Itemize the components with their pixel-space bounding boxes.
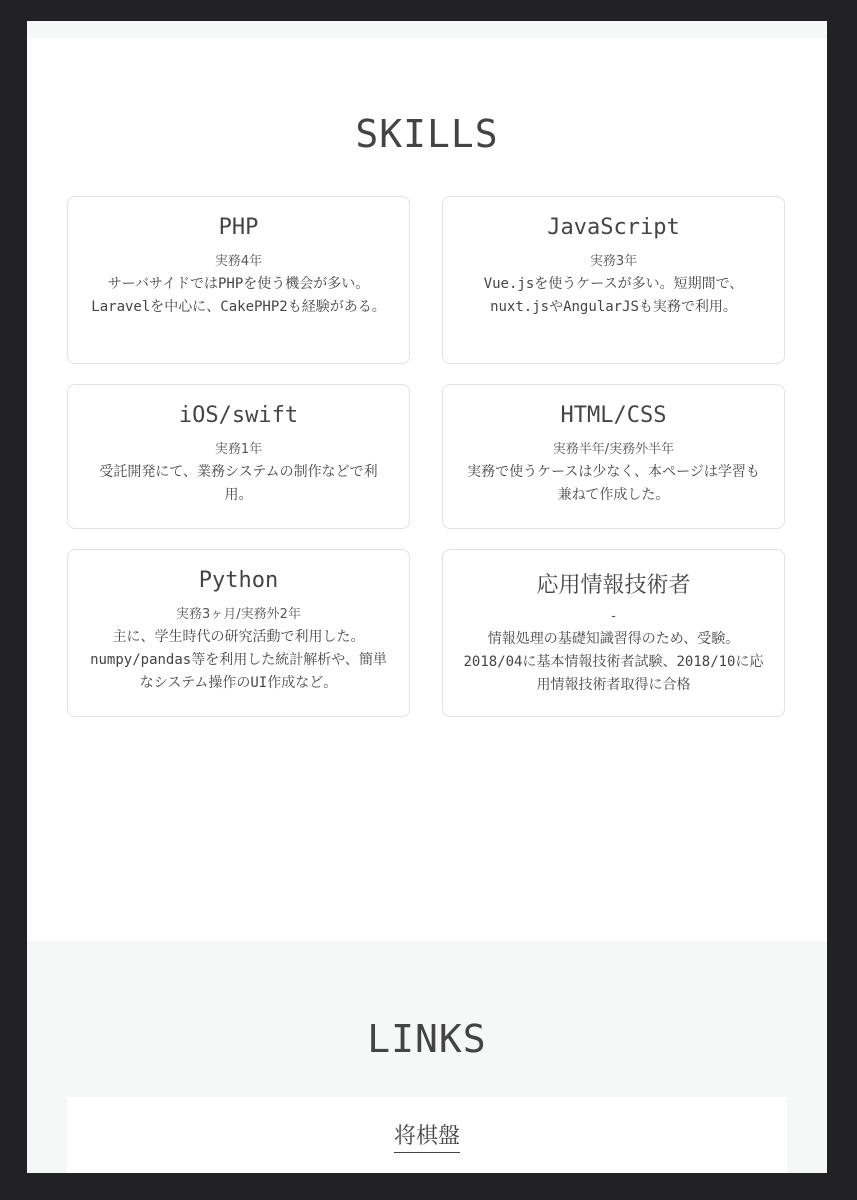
skills-title: SKILLS xyxy=(355,112,499,156)
skill-name: JavaScript xyxy=(547,215,680,240)
link-shogi-board[interactable]: 将棋盤 xyxy=(394,1119,460,1153)
skill-name: iOS/swift xyxy=(178,403,299,428)
skills-section xyxy=(27,38,827,941)
page xyxy=(27,21,827,1173)
skill-years: 実務4年 xyxy=(214,254,263,269)
skill-desc: 情報処理の基礎知識習得のため、受験。2018/04に基本情報技術者試験、2018/10に応用情報技術者取得に合格 xyxy=(463,631,764,693)
skill-years: - xyxy=(611,609,616,624)
header-strip xyxy=(27,21,827,38)
skill-card-ios-swift xyxy=(67,384,410,529)
skill-desc: 主に、学生時代の研究活動で利用した。numpy/pandas等を利用した統計解析や、簡単なシステム操作のUI作成など。 xyxy=(90,629,387,691)
skill-card-applied-it-engineer xyxy=(442,549,785,717)
skill-desc: 受託開発にて、業務システムの制作などで利用。 xyxy=(99,464,378,503)
skill-name: 応用情報技術者 xyxy=(536,573,691,598)
links-title: LINKS xyxy=(367,1017,487,1061)
skill-years: 実務3年 xyxy=(589,254,638,269)
link-card xyxy=(67,1097,787,1173)
skill-card-python xyxy=(67,549,410,717)
skill-name: PHP xyxy=(218,215,259,240)
skill-name: HTML/CSS xyxy=(560,403,667,428)
skill-name: Python xyxy=(198,568,279,593)
skill-desc: サーバサイドではPHPを使う機会が多い。Laravelを中心に、CakePHP2も経験がある。 xyxy=(91,276,386,315)
skill-desc: 実務で使うケースは少なく、本ページは学習も兼ねて作成した。 xyxy=(467,464,760,503)
links-section xyxy=(27,941,827,1173)
skill-years: 実務半年/実務外半年 xyxy=(552,442,675,457)
skill-card-javascript xyxy=(442,196,785,364)
skill-years: 実務3ヶ月/実務外2年 xyxy=(176,607,301,622)
skill-desc: Vue.jsを使うケースが多い。短期間で、nuxt.jsやAngularJSも実務で利用。 xyxy=(483,276,744,315)
skill-years: 実務1年 xyxy=(214,442,263,457)
skill-card-html-css xyxy=(442,384,785,529)
skill-card-php xyxy=(67,196,410,364)
